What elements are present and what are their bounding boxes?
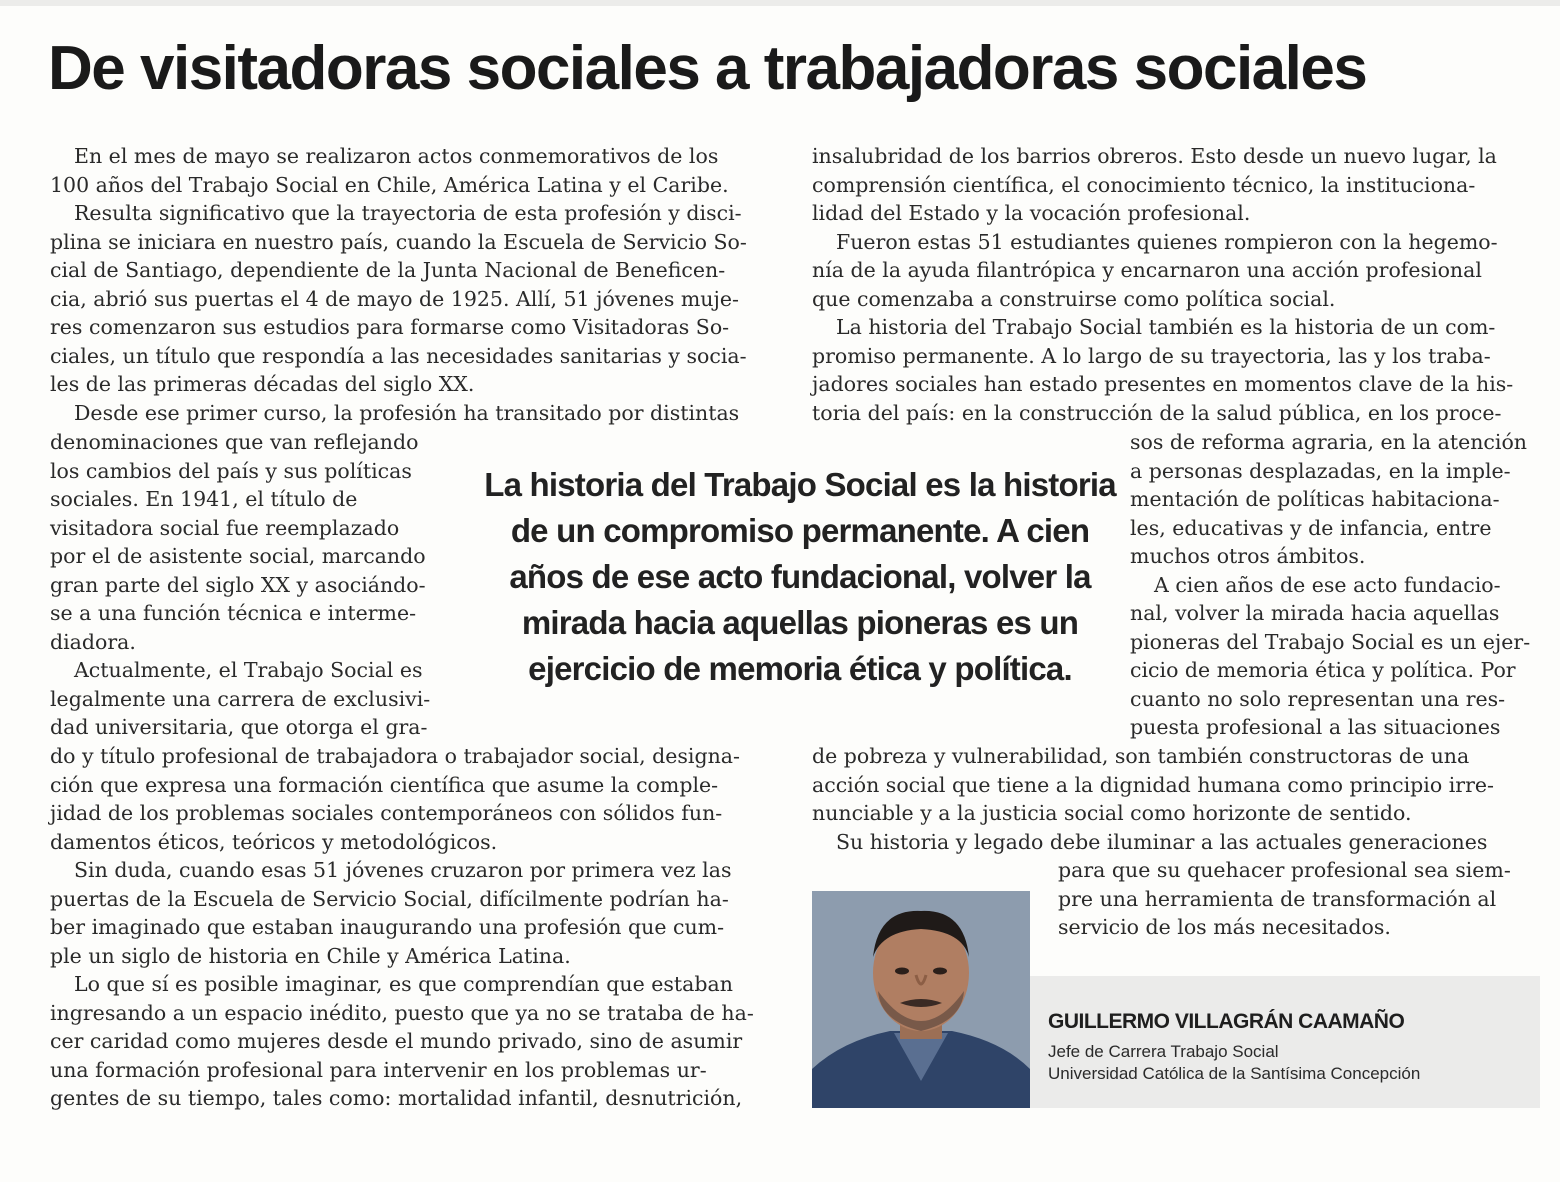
text-line: acción social que tiene a la dignidad humana como principio irre- [812,772,1494,797]
text-line: ciales, un título que respondía a las necesidades sanitarias y socia- [50,343,747,368]
text-line: A cien años de ese acto fundacio- [1154,572,1501,597]
text-line: una formación profesional para intervenir en los problemas ur- [50,1057,707,1082]
author-portrait-image [812,891,1030,1108]
text-line: promiso permanente. A lo largo de su trayectoria, las y los traba- [812,343,1491,368]
column-1-narrow [50,428,452,742]
text-line: los cambios del país y sus políticas [50,458,412,483]
text-line: cia, abrió sus puertas el 4 de mayo de 1925. Allí, 51 jóvenes muje- [50,286,739,311]
pull-quote-line: de un compromiso permanente. A cien [510,512,1090,549]
text-line: jidad de los problemas sociales contemporáneos con sólidos fun- [50,801,723,825]
pull-quote [480,462,1120,692]
text-line: sos de reforma agraria, en la atención [1130,430,1528,454]
text-line: a personas desplazadas, en la imple- [1130,458,1511,483]
text-line: ingresando a un espacio inédito, puesto que ya no se trataba de ha- [50,1000,754,1025]
author-name: GUILLERMO VILLAGRÁN CAAMAÑO [1048,1010,1405,1033]
text-line: ber imaginado que estaban inaugurando una profesión que cum- [50,915,725,939]
text-line: les de las primeras décadas del siglo XX. [50,372,475,396]
article-headline: De visitadoras sociales a trabajadoras sociales [48,34,1367,103]
column-2-top [812,142,1540,427]
text-line: gran parte del siglo XX y asociándo- [50,572,426,597]
text-line: por el de asistente social, marcando [50,544,426,568]
text-line: se a una función técnica e interme- [50,601,417,625]
text-line: plina se iniciara en nuestro país, cuando la Escuela de Servicio So- [50,229,747,254]
text-line: ción que expresa una formación científica que asume la comple- [50,772,719,797]
text-line: Actualmente, el Trabajo Social es [74,658,423,682]
text-line: denominaciones que van reflejando [50,430,419,454]
pull-quote-line: mirada hacia aquellas pioneras es un [521,604,1079,641]
pull-quote-line: años de ese acto fundacional, volver la [509,558,1091,595]
text-line: sociales. En 1941, el título de [50,487,358,511]
text-line: nunciable y a la justicia social como horizonte de sentido. [812,801,1412,825]
text-line: servicio de los más necesitados. [1058,915,1391,939]
text-line: 100 años del Trabajo Social en Chile, América Latina y el Caribe. [50,172,729,197]
text-line: nal, volver la mirada hacia aquellas [1130,601,1500,625]
text-line: mentación de políticas habitaciona- [1130,487,1500,511]
text-line: gentes de su tiempo, tales como: mortalidad infantil, desnutrición, [50,1086,743,1110]
author-photo [812,891,1030,1108]
text-line: muchos otros ámbitos. [1130,544,1366,568]
column-1-top [50,142,778,427]
text-line: cicio de memoria ética y política. Por [1130,658,1516,682]
text-line: pioneras del Trabajo Social es un ejer- [1130,629,1531,654]
pull-quote-line: ejercicio de memoria ética y política. [528,650,1072,687]
author-role: Jefe de Carrera Trabajo Social [1048,1042,1279,1061]
text-line: toria del país: en la construcción de la salud pública, en los proce- [812,400,1502,425]
text-line: nía de la ayuda filantrópica y encarnaron una acción profesional [812,258,1482,282]
text-line: res comenzaron sus estudios para formarse como Visitadoras So- [50,315,730,339]
text-line: Fueron estas 51 estudiantes quienes rompieron con la hegemo- [836,229,1498,254]
text-line: cuanto no solo representan una res- [1130,686,1506,711]
text-line: dad universitaria, que otorga el gra- [50,715,428,739]
text-line: comprensión científica, el conocimiento técnico, la instituciona- [812,172,1476,197]
pull-quote-line: La historia del Trabajo Social es la historia [484,466,1116,503]
text-line: Su historia y legado debe iluminar a las actuales generaciones [836,829,1488,854]
text-line: ple un siglo de historia en Chile y América Latina. [50,943,571,968]
text-line: La historia del Trabajo Social también es la historia de un com- [836,315,1496,339]
text-line: do y título profesional de trabajadora o trabajador social, designa- [50,744,740,768]
text-line: Sin duda, cuando esas 51 jóvenes cruzaron por primera vez las [74,858,732,882]
text-line: puesta profesional a las situaciones [1130,715,1501,739]
text-line: Desde ese primer curso, la profesión ha transitado por distintas [74,400,740,425]
text-line: que comenzaba a construirse como política social. [812,286,1336,311]
text-line: Resulta significativo que la trayectoria de esta profesión y disci- [74,201,742,225]
text-line: cer caridad como mujeres desde el mundo privado, sino de asumir [50,1029,743,1053]
text-line: jadores sociales han estado presentes en momentos clave de la his- [812,372,1514,396]
text-line: damentos éticos, teóricos y metodológicos. [50,829,498,854]
text-line: para que su quehacer profesional sea siem- [1058,858,1511,882]
text-line: de pobreza y vulnerabilidad, son también constructoras de una [812,744,1470,768]
column-2-narrow [1130,428,1540,742]
column-2-mid [812,742,1540,856]
text-line: les, educativas y de infancia, entre [1130,515,1492,540]
text-line: cial de Santiago, dependiente de la Junta Nacional de Beneficen- [50,258,726,282]
top-rule [0,0,1560,6]
text-line: pre una herramienta de transformación al [1058,886,1497,911]
text-line: visitadora social fue reemplazado [50,515,400,540]
text-line: diadora. [50,629,136,654]
text-line: lidad del Estado y la vocación profesional. [812,201,1251,225]
text-line: insalubridad de los barrios obreros. Esto desde un nuevo lugar, la [812,144,1497,168]
column-1-bottom [50,742,778,1113]
text-line: legalmente una carrera de exclusivi- [50,686,431,711]
text-line: Lo que sí es posible imaginar, es que comprendían que estaban [74,972,733,996]
author-organization: Universidad Católica de la Santísima Concepción [1048,1064,1421,1083]
text-line: En el mes de mayo se realizaron actos conmemorativos de los [74,144,719,168]
text-line: puertas de la Escuela de Servicio Social, difícilmente podrían ha- [50,886,729,911]
column-2-end [1058,856,1540,942]
